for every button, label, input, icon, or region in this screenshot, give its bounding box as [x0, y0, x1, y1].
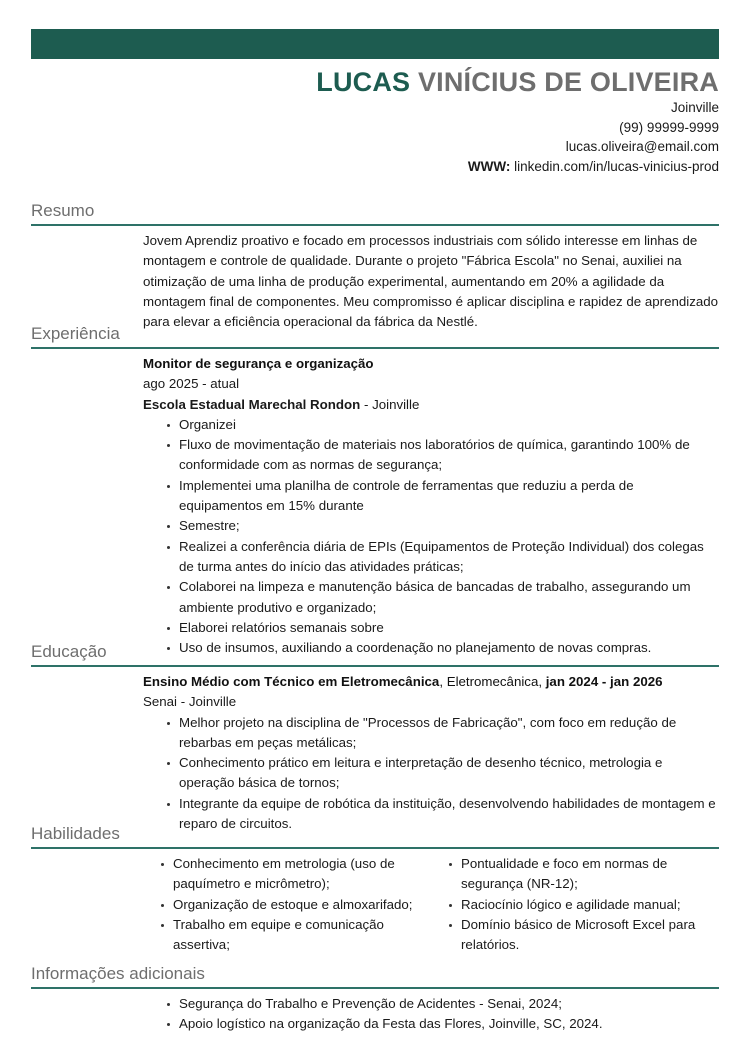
section-body-educacao — [31, 667, 719, 834]
experience-org-location: - Joinville — [360, 396, 420, 412]
list-item: Domínio básico de Microsoft Excel para relatórios. — [431, 915, 719, 956]
experience-org-name: Escola Estadual Marechal Rondon — [143, 396, 361, 412]
skills-bullet-list-right — [431, 854, 719, 955]
list-item: Apoio logístico na organização da Festa das Flores, Joinville, SC, 2024. — [143, 1014, 719, 1034]
education-school: Senai - Joinville — [143, 694, 237, 710]
section-habilidades — [31, 823, 719, 955]
section-experiencia — [31, 323, 719, 658]
skills-column-right — [431, 854, 719, 955]
skills-bullet-list-left — [143, 854, 431, 955]
list-item: Segurança do Trabalho e Prevenção de Acidentes - Senai, 2024; — [143, 994, 719, 1014]
header-contact-block — [31, 66, 719, 176]
list-item: Pontualidade e foco em normas de segurança (NR-12); — [431, 854, 719, 895]
resumo-paragraph: Jovem Aprendiz proativo e focado em processos industriais com sólido interesse em linhas de montagem e controle de qualidade. Durante o projeto "Fábrica Escola" no Senai, auxiliei na otimização de uma linha de produção experimental, aumentando em 20% a agilidade da montagem final de componentes. Meu compromisso é aplicar disciplina e rapidez de aprendizado para elevar a eficiência operacional da fábrica da Nestlé. — [143, 233, 719, 330]
section-body-habilidades — [31, 849, 719, 955]
experience-dates: ago 2025 - atual — [143, 376, 240, 392]
section-resumo — [31, 200, 719, 332]
contact-phone: (99) 99999-9999 — [619, 119, 719, 135]
list-item: Melhor projeto na disciplina de "Processos de Fabricação", com foco em redução de rebarbas em peças metálicas; — [143, 713, 719, 754]
list-item: Elaborei relatórios semanais sobre — [143, 618, 719, 638]
contact-city: Joinville — [670, 100, 719, 115]
list-item: Conhecimento prático em leitura e interpretação de desenho técnico, metrologia e operação básica de tornos; — [143, 753, 719, 794]
name-first: LUCAS — [316, 67, 411, 97]
section-body-informacoes — [31, 989, 719, 1035]
section-title-experiencia: Experiência — [31, 324, 120, 343]
list-item: Integrante da equipe de robótica da instituição, desenvolvendo habilidades de montagem e reparo de circuitos. — [143, 794, 719, 835]
section-title-informacoes: Informações adicionais — [31, 964, 205, 983]
contact-website-value: linkedin.com/in/lucas-vinicius-prod — [510, 158, 719, 174]
informacoes-bullet-list — [143, 994, 719, 1035]
name-rest: VINÍCIUS DE OLIVEIRA — [410, 67, 719, 97]
education-degree: Ensino Médio com Técnico em Eletromecânica — [143, 674, 440, 689]
contact-website-label: WWW: — [467, 158, 511, 174]
list-item: Raciocínio lógico e agilidade manual; — [431, 895, 719, 915]
contact-website — [31, 157, 719, 177]
section-informacoes-adicionais — [31, 963, 719, 1035]
experience-role: Monitor de segurança e organização — [143, 356, 374, 371]
experience-organization — [143, 395, 719, 415]
list-item: Uso de insumos, auxiliando a coordenação no planejamento de novas compras. — [143, 638, 719, 658]
list-item: Implementei uma planilha de controle de ferramentas que reduziu a perda de equipamentos em 15% durante — [143, 476, 719, 517]
list-item: Trabalho em equipe e comunicação assertiva; — [143, 915, 431, 956]
list-item: Colaborei na limpeza e manutenção básica de bancadas de trabalho, assegurando um ambiente produtivo e organizado; — [143, 577, 719, 618]
list-item: Organização de estoque e almoxarifado; — [143, 895, 431, 915]
contact-email: lucas.oliveira@email.com — [565, 139, 719, 154]
list-item: Organizei — [143, 415, 719, 435]
skills-column-left — [143, 854, 431, 955]
section-title-resumo: Resumo — [31, 201, 95, 220]
education-bullet-list — [143, 713, 719, 835]
section-body-experiencia — [31, 349, 719, 658]
section-title-educacao: Educação — [31, 642, 107, 661]
page-title — [31, 66, 719, 98]
list-item: Realizei a conferência diária de EPIs (Equipamentos de Proteção Individual) dos colegas de turma antes do início das atividades práticas; — [143, 537, 719, 578]
section-educacao — [31, 641, 719, 834]
experience-bullet-list — [143, 415, 719, 659]
section-body-resumo — [31, 226, 719, 332]
skills-columns — [143, 854, 719, 955]
header-accent-bar — [31, 29, 719, 59]
education-field: , Eletromecânica, — [439, 674, 546, 689]
section-title-habilidades: Habilidades — [31, 824, 120, 843]
list-item: Semestre; — [143, 516, 719, 536]
education-dates: jan 2024 - jan 2026 — [545, 674, 663, 689]
list-item: Conhecimento em metrologia (uso de paquímetro e micrômetro); — [143, 854, 431, 895]
list-item: Fluxo de movimentação de materiais nos laboratórios de química, garantindo 100% de conformidade com as normas de segurança; — [143, 435, 719, 476]
education-headline — [143, 672, 719, 692]
